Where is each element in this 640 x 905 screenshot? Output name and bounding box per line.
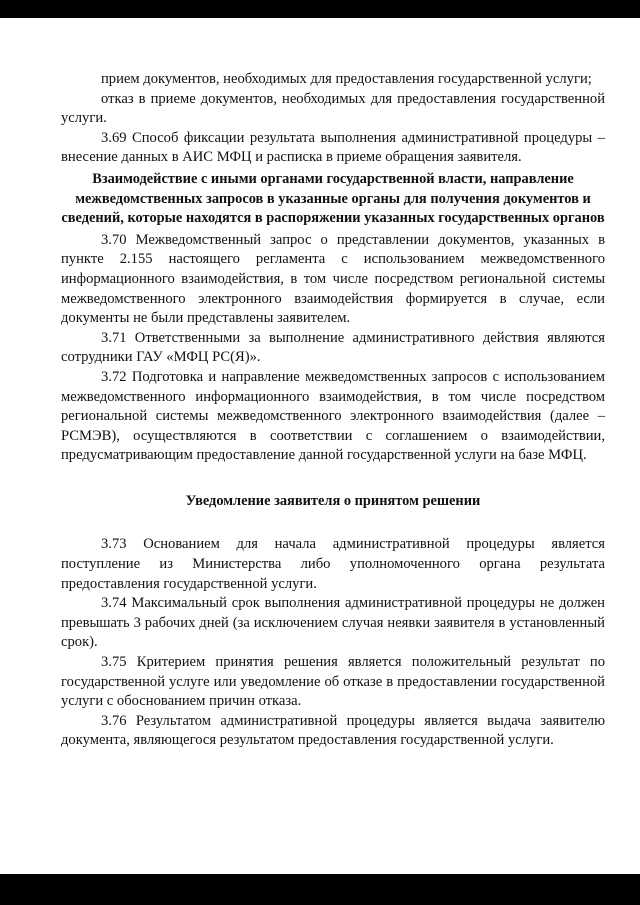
paragraph-3-71: 3.71 Ответственными за выполнение административного действия являются сотрудники ГАУ «МФЦ РС(Я)». [61,329,605,366]
paragraph-3-73: 3.73 Основанием для начала административной процедуры является поступление из Министерства либо уполномоченного органа результата предоставления государственной услуги. [61,536,605,592]
document-page [61,70,605,751]
paragraph-3-69: 3.69 Способ фиксации результата выполнения административной процедуры – внесение данных в АИС МФЦ и расписка в приеме обращения заявителя. [61,129,605,166]
list-item-receive-docs: прием документов, необходимых для предоставления государственной услуги; [101,71,592,87]
scan-top-border [0,0,640,18]
scan-bottom-border [0,874,640,905]
paragraph-3-74: 3.74 Максимальный срок выполнения административной процедуры не должен превышать 3 рабочих дней (за исключением случая неявки заявителя в установленный срок). [61,595,605,651]
paragraph-3-76: 3.76 Результатом административной процедуры является выдача заявителю документа, являющегося результатом предоставления государственной услуги. [61,712,605,749]
list-item-refuse-docs: отказ в приеме документов, необходимых для предоставления государственной услуги. [61,90,605,127]
section-heading-interaction: Взаимодействие с иными органами государственной власти, направление межведомственных запросов в указанные органы для получения документов и сведений, которые находятся в распоряжении указанных государственных органов [61,170,605,227]
paragraph-3-75: 3.75 Критерием принятия решения является положительный результат по государственной услуге или уведомление об отказе в предоставлении государственной услуги с обоснованием причин отказа. [61,654,605,710]
paragraph-3-72: 3.72 Подготовка и направление межведомственных запросов с использованием межведомственного информационного взаимодействия, в том числе посредством региональной системы межведомственного электронного взаимодействия (далее – РСМЭВ), осуществляются в соответствии с соглашением о взаимодействии, предусматривающим предоставление данной государственной услуги на базе МФЦ. [61,368,605,464]
paragraph-3-70: 3.70 Межведомственный запрос о представлении документов, указанных в пункте 2.155 настоящего регламента с использованием межведомственного информационного взаимодействия, в том числе посредством региональной системы межведомственного электронного взаимодействия формируется в случае, если документы не были представлены заявителем. [61,231,605,327]
section-heading-notification: Уведомление заявителя о принятом решении [185,492,481,509]
